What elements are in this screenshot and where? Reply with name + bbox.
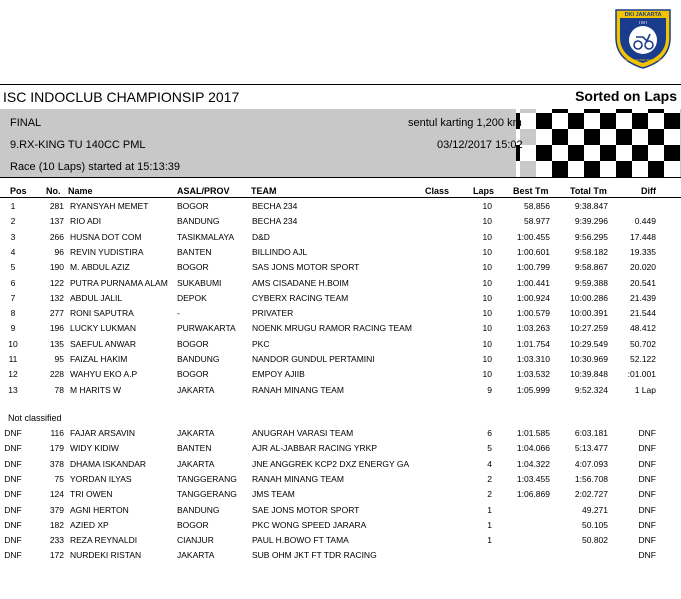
nc-pos: DNF [4, 428, 22, 438]
nc-no: 182 [49, 519, 64, 530]
flag-square [552, 113, 568, 129]
flag-square [632, 129, 648, 145]
result-pos: 11 [8, 354, 18, 364]
flag-square [552, 129, 568, 145]
result-name: M HARITS W [70, 384, 121, 395]
result-no: 135 [49, 338, 64, 349]
result-team: CYBERX RACING TEAM [252, 292, 349, 303]
result-name: RIO ADI [70, 216, 102, 227]
result-laps: 9 [487, 384, 492, 395]
result-name: FAIZAL HAKIM [70, 354, 128, 364]
result-team: AMS CISADANE H.BOIM [252, 277, 349, 288]
result-asal: BANDUNG [177, 216, 220, 227]
track-label: sentul karting 1,200 km [408, 117, 522, 129]
result-pos: 4 [10, 246, 16, 257]
nc-no: 116 [50, 428, 64, 438]
result-diff: 21.544 [630, 308, 656, 319]
header-rule [0, 197, 681, 198]
header-total: Total Tm [570, 186, 607, 196]
flag-square [632, 145, 648, 161]
result-no: 281 [49, 201, 64, 211]
flag-square [648, 129, 664, 145]
result-best: 58.977 [524, 216, 550, 227]
nc-name: AGNI HERTON [70, 504, 129, 515]
nc-name: FAJAR ARSAVIN [70, 428, 136, 438]
nc-row [0, 550, 681, 565]
result-no: 228 [49, 369, 64, 380]
nc-name: AZIED XP [70, 519, 109, 530]
flag-square [632, 161, 648, 177]
header-no: No. [46, 186, 61, 196]
not-classified-label: Not classified [8, 413, 62, 423]
nc-asal: JAKARTA [177, 428, 215, 438]
result-row [0, 308, 681, 323]
result-laps: 10 [482, 262, 492, 273]
result-laps: 10 [482, 246, 492, 257]
flag-square [568, 145, 584, 161]
result-best: 1:03.263 [516, 323, 550, 334]
result-name: PUTRA PURNAMA ALAM [70, 277, 168, 288]
result-laps: 10 [482, 231, 492, 242]
nc-name: WIDY KIDIW [70, 443, 119, 454]
header-laps: Laps [473, 186, 495, 196]
nc-pos: DNF [4, 550, 22, 561]
result-diff: 52.122 [630, 354, 656, 364]
result-asal: BANDUNG [177, 354, 220, 364]
nc-laps: 6 [487, 428, 492, 438]
result-total: 9:39.296 [574, 216, 608, 227]
nc-pos: DNF [4, 535, 22, 546]
nc-total: 6:03.181 [574, 428, 608, 438]
result-pos: 6 [10, 277, 16, 288]
nc-asal: BOGOR [177, 519, 209, 530]
result-name: RYANSYAH MEMET [70, 201, 149, 211]
result-row [0, 201, 681, 216]
flag-square [552, 145, 568, 161]
result-row [0, 339, 681, 354]
flag-square [536, 113, 552, 129]
flag-square [664, 109, 680, 113]
result-pos: 7 [10, 292, 16, 303]
nc-best: 1:04.322 [516, 458, 550, 469]
result-diff: 19.335 [630, 246, 656, 257]
flag-square [616, 113, 632, 129]
result-name: ABDUL JALIL [70, 292, 123, 303]
nc-diff: DNF [638, 550, 656, 561]
result-asal: BOGOR [177, 369, 209, 380]
flag-square [520, 113, 536, 129]
result-pos: 2 [10, 216, 16, 227]
result-laps: 10 [482, 323, 492, 334]
nc-total: 5:13.477 [574, 443, 608, 454]
result-row [0, 354, 681, 369]
result-team: NOENK MRUGU RAMOR RACING TEAM [252, 323, 412, 334]
result-diff: 20.020 [630, 262, 656, 273]
result-team: D&D [252, 231, 270, 242]
nc-row [0, 535, 681, 550]
nc-laps: 4 [487, 458, 492, 469]
result-row [0, 232, 681, 247]
nc-asal: JAKARTA [177, 550, 215, 561]
result-pos: 10 [8, 338, 18, 349]
nc-team: JNE ANGGREK KCP2 DXZ ENERGY GA [252, 458, 410, 469]
result-laps: 10 [482, 216, 492, 227]
nc-diff: DNF [638, 504, 656, 515]
flag-square [616, 161, 632, 177]
result-laps: 10 [482, 201, 492, 211]
flag-square [584, 161, 600, 177]
result-diff: 1 Lap [634, 384, 656, 395]
result-asal: BOGOR [177, 338, 209, 349]
flag-square [632, 113, 648, 129]
nc-diff: DNF [638, 535, 656, 546]
nc-no: 179 [49, 443, 64, 454]
nc-row [0, 520, 681, 535]
result-pos: 3 [10, 231, 16, 242]
result-total: 10:27.259 [570, 323, 608, 334]
result-pos: 13 [8, 384, 18, 395]
result-no: 78 [54, 384, 64, 395]
nc-row [0, 428, 681, 443]
result-team: BILLINDO AJL [252, 246, 308, 257]
flag-square [648, 145, 664, 161]
flag-square [516, 109, 520, 113]
nc-no: 75 [54, 473, 64, 484]
result-total: 10:39.848 [570, 369, 608, 380]
nc-asal: JAKARTA [177, 458, 215, 469]
result-best: 1:03.310 [516, 354, 550, 364]
nc-no: 379 [49, 504, 64, 515]
nc-no: 233 [49, 535, 64, 546]
nc-name: TRI OWEN [70, 489, 113, 500]
nc-row [0, 489, 681, 504]
session-label: FINAL [10, 117, 42, 129]
result-name: REVIN YUDISTIRA [70, 246, 144, 257]
result-no: 96 [54, 246, 64, 257]
result-pos: 1 [10, 201, 16, 211]
result-best: 1:00.799 [516, 262, 550, 273]
result-laps: 10 [482, 369, 492, 380]
header-pos: Pos [10, 186, 27, 196]
result-row [0, 369, 681, 384]
nc-diff: DNF [638, 428, 656, 438]
result-best: 1:05.999 [516, 384, 550, 395]
nc-name: YORDAN ILYAS [70, 473, 132, 484]
nc-team: AJR AL-JABBAR RACING YRKP [252, 443, 378, 454]
result-laps: 10 [482, 292, 492, 303]
nc-team: PAUL H.BOWO FT TAMA [252, 535, 349, 546]
flag-square [568, 109, 584, 113]
header-team: TEAM [251, 186, 277, 196]
flag-square [616, 145, 632, 161]
flag-square [584, 129, 600, 145]
result-no: 266 [49, 231, 64, 242]
nc-asal: CIANJUR [177, 535, 214, 546]
nc-team: ANUGRAH VARASI TEAM [252, 428, 354, 438]
result-row [0, 293, 681, 308]
flag-square [648, 161, 664, 177]
result-laps: 10 [482, 277, 492, 288]
result-no: 95 [54, 354, 64, 364]
nc-diff: DNF [638, 519, 656, 530]
nc-diff: DNF [638, 473, 656, 484]
flag-square [516, 161, 520, 177]
result-best: 1:00.441 [516, 277, 550, 288]
result-team: RANAH MINANG TEAM [252, 384, 344, 395]
flag-square [536, 129, 552, 145]
result-row [0, 385, 681, 400]
result-team: PRIVATER [252, 308, 294, 319]
nc-total: 1:56.708 [574, 473, 608, 484]
race-info: Race (10 Laps) started at 15:13:39 [10, 161, 180, 173]
flag-square [552, 161, 568, 177]
title-bar [0, 84, 681, 110]
nc-diff: DNF [638, 489, 656, 500]
result-laps: 10 [482, 308, 492, 319]
nc-pos: DNF [4, 519, 22, 530]
flag-square [584, 145, 600, 161]
result-pos: 8 [10, 308, 16, 319]
flag-square [568, 129, 584, 145]
result-name: M. ABDUL AZIZ [70, 262, 130, 273]
nc-best: 1:04.066 [516, 443, 550, 454]
flag-square [664, 113, 680, 129]
nc-team: SAE JONS MOTOR SPORT [252, 504, 360, 515]
result-pos: 12 [8, 369, 18, 380]
result-best: 58.856 [524, 201, 550, 211]
nc-no: 172 [49, 550, 64, 561]
result-no: 122 [49, 277, 64, 288]
result-diff: 0.449 [634, 216, 656, 227]
header-best: Best Tm [513, 186, 549, 196]
result-pos: 9 [10, 323, 16, 334]
nc-laps: 2 [487, 489, 492, 500]
nc-asal: TANGGERANG [177, 489, 237, 500]
nc-pos: DNF [4, 458, 22, 469]
nc-row [0, 459, 681, 474]
result-team: PKC [252, 338, 270, 349]
result-total: 9:58.867 [574, 262, 608, 273]
flag-square [568, 161, 584, 177]
flag-square [616, 129, 632, 145]
nc-team: SUB OHM JKT FT TDR RACING [252, 550, 377, 561]
result-asal: - [177, 308, 180, 319]
nc-diff: DNF [638, 443, 656, 454]
nc-laps: 5 [487, 443, 492, 454]
flag-square [648, 113, 664, 129]
race-banner [0, 109, 681, 178]
imi-logo [612, 4, 674, 70]
result-name: SAEFUL ANWAR [70, 338, 136, 349]
nc-laps: 2 [487, 473, 492, 484]
nc-laps: 1 [487, 504, 492, 515]
nc-row [0, 505, 681, 520]
result-total: 10:00.286 [570, 292, 608, 303]
result-total: 9:59.388 [574, 277, 608, 288]
result-no: 132 [49, 292, 64, 303]
logo-mid-text: I M I [638, 20, 648, 25]
result-diff: 48.412 [630, 323, 656, 334]
result-asal: BOGOR [177, 201, 209, 211]
result-asal: BOGOR [177, 262, 209, 273]
result-total: 10:30.969 [570, 354, 608, 364]
result-best: 1:00.924 [516, 292, 550, 303]
flag-square [632, 109, 648, 113]
result-asal: SUKABUMI [177, 277, 222, 288]
result-name: RONI SAPUTRA [70, 308, 134, 319]
nc-row [0, 474, 681, 489]
result-team: BECHA 234 [252, 216, 298, 227]
logo-top-text: DKI JAKARTA [624, 12, 662, 18]
nc-pos: DNF [4, 504, 22, 515]
nc-best: 1:01.585 [516, 428, 550, 438]
result-diff: 20.541 [630, 277, 656, 288]
nc-team: JMS TEAM [252, 489, 295, 500]
flag-square [616, 109, 632, 113]
nc-total: 50.105 [582, 519, 608, 530]
result-total: 10:00.391 [570, 308, 608, 319]
result-asal: BANTEN [177, 246, 212, 257]
result-name: WAHYU EKO A.P [70, 369, 138, 380]
nc-name: DHAMA ISKANDAR [70, 458, 147, 469]
result-team: NANDOR GUNDUL PERTAMINI [252, 354, 375, 364]
flag-square [584, 109, 600, 113]
header-class: Class [425, 186, 450, 196]
page-title: ISC INDOCLUB CHAMPIONSIP 2017 [3, 89, 240, 105]
result-best: 1:03.532 [516, 369, 550, 380]
nc-diff: DNF [638, 458, 656, 469]
flag-square [536, 109, 552, 113]
result-best: 1:00.579 [516, 308, 550, 319]
nc-pos: DNF [4, 489, 22, 500]
result-total: 9:38.847 [574, 201, 608, 211]
result-no: 196 [49, 323, 64, 334]
result-row [0, 262, 681, 277]
result-team: SAS JONS MOTOR SPORT [252, 262, 360, 273]
date-time: 03/12/2017 15:02 [437, 139, 523, 151]
class-label: 9.RX-KING TU 140CC PML [10, 139, 146, 151]
result-laps: 10 [482, 338, 492, 349]
result-diff: 50.702 [630, 338, 656, 349]
flag-square [568, 113, 584, 129]
result-pos: 5 [10, 262, 16, 273]
result-name: LUCKY LUKMAN [70, 323, 136, 334]
result-name: HUSNA DOT COM [70, 231, 142, 242]
result-no: 190 [49, 262, 64, 273]
result-row [0, 323, 681, 338]
result-total: 10:29.549 [570, 338, 608, 349]
result-total: 9:52.324 [574, 384, 608, 395]
result-best: 1:01.754 [516, 338, 550, 349]
nc-total: 49.271 [582, 504, 608, 515]
nc-name: REZA REYNALDI [70, 535, 138, 546]
nc-pos: DNF [4, 443, 22, 454]
result-total: 9:58.182 [574, 246, 608, 257]
flag-square [584, 113, 600, 129]
result-no: 137 [49, 216, 64, 227]
nc-asal: TANGGERANG [177, 473, 237, 484]
result-best: 1:00.455 [516, 231, 550, 242]
nc-row [0, 443, 681, 458]
result-best: 1:00.601 [516, 246, 550, 257]
logo-arc-text: IKATAN MOTOR INDONESIA [624, 58, 662, 62]
nc-pos: DNF [4, 473, 22, 484]
flag-square [600, 113, 616, 129]
result-asal: PURWAKARTA [177, 323, 236, 334]
flag-square [648, 109, 664, 113]
result-laps: 10 [482, 354, 492, 364]
flag-square [664, 129, 680, 145]
result-diff: 17.448 [630, 231, 656, 242]
nc-laps: 1 [487, 535, 492, 546]
result-asal: JAKARTA [177, 384, 215, 395]
flag-square [664, 161, 680, 177]
result-total: 9:56.295 [574, 231, 608, 242]
nc-name: NURDEKI RISTAN [70, 550, 142, 561]
sort-label: Sorted on Laps [575, 88, 677, 104]
nc-total: 4:07.093 [574, 458, 608, 469]
result-team: BECHA 234 [252, 201, 298, 211]
flag-square [536, 161, 552, 177]
flag-square [600, 145, 616, 161]
flag-square [664, 145, 680, 161]
nc-asal: BANDUNG [177, 504, 220, 515]
flag-square [600, 129, 616, 145]
result-diff: :01.001 [627, 369, 656, 380]
header-asal: ASAL/PROV [177, 186, 230, 196]
header-name: Name [68, 186, 93, 196]
result-diff: 21.439 [630, 292, 656, 303]
flag-square [536, 145, 552, 161]
nc-total: 2:02.727 [574, 489, 608, 500]
checkered-flag-graphic [516, 109, 681, 177]
nc-no: 378 [49, 458, 64, 469]
result-row [0, 278, 681, 293]
flag-square [600, 161, 616, 177]
result-asal: DEPOK [177, 292, 207, 303]
result-team: EMPOY AJIIB [252, 369, 305, 380]
result-row [0, 247, 681, 262]
nc-no: 124 [49, 489, 64, 500]
result-asal: TASIKMALAYA [177, 231, 235, 242]
header-diff: Diff [641, 186, 656, 196]
result-row [0, 216, 681, 231]
nc-best: 1:06.869 [516, 489, 550, 500]
nc-team: RANAH MINANG TEAM [252, 473, 344, 484]
nc-asal: BANTEN [177, 443, 212, 454]
nc-best: 1:03.455 [516, 473, 550, 484]
nc-total: 50.802 [582, 535, 608, 546]
flag-square [552, 109, 568, 113]
nc-team: PKC WONG SPEED JARARA [252, 519, 367, 530]
flag-square [600, 109, 616, 113]
result-no: 277 [49, 308, 64, 319]
nc-laps: 1 [487, 519, 492, 530]
